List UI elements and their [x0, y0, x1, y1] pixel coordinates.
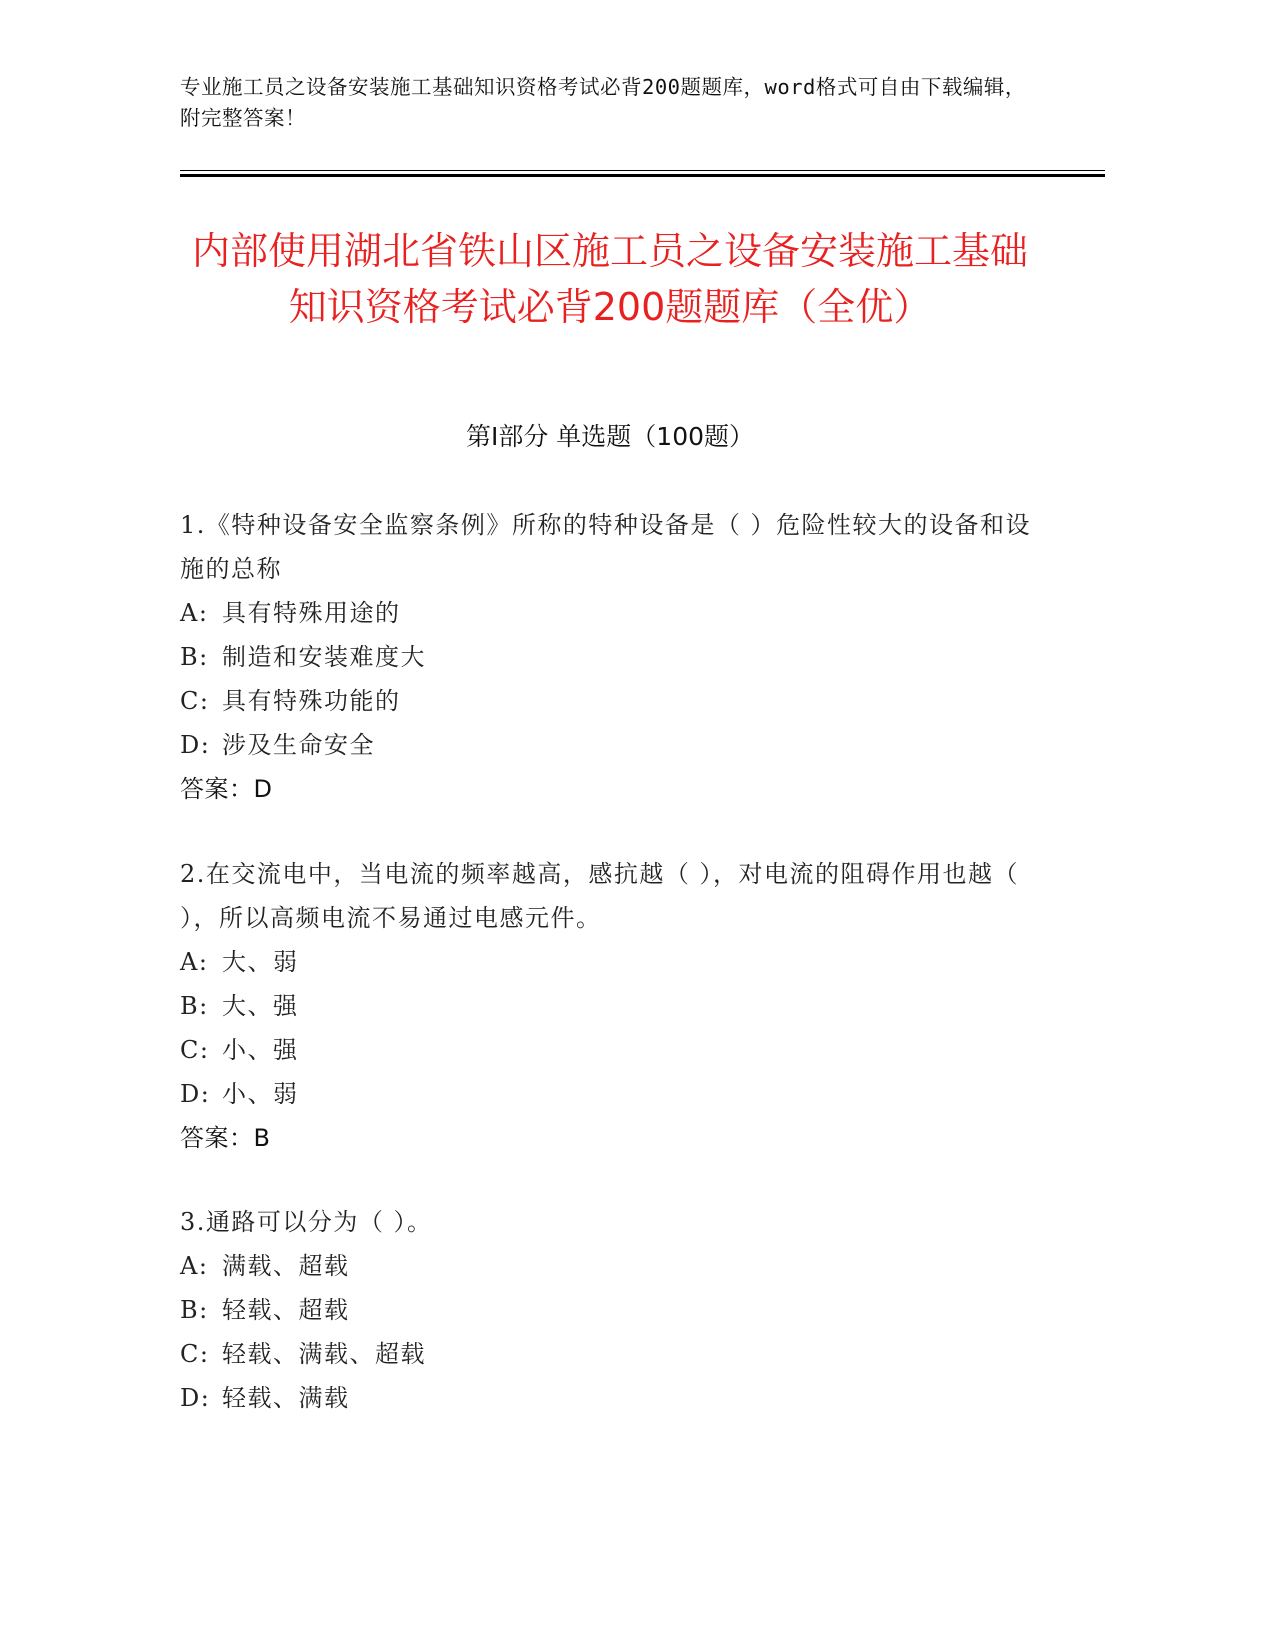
option-letter: C: [180, 1340, 210, 1368]
option-a [180, 1244, 1040, 1288]
option-c [180, 1332, 1040, 1376]
option-text: 轻载、满载、超载 [222, 1340, 426, 1368]
option-b [180, 635, 1040, 679]
option-b [180, 984, 1040, 1028]
option-text: 轻载、满载 [222, 1384, 350, 1412]
option-c [180, 679, 1040, 723]
answer: 答案：D [180, 775, 273, 803]
header-divider-thin [180, 170, 1105, 171]
option-text: 小、强 [222, 1036, 299, 1064]
option-text: 涉及生命安全 [222, 731, 375, 759]
option-letter: A: [180, 599, 209, 627]
option-text: 具有特殊功能的 [222, 687, 401, 715]
header-note: 专业施工员之设备安装施工基础知识资格考试必背200题题库，word格式可自由下载编辑，附完整答案！ [180, 75, 1026, 130]
option-a [180, 940, 1040, 984]
option-text: 小、弱 [222, 1080, 299, 1108]
option-c [180, 1028, 1040, 1072]
question-stem: 3.通路可以分为（ ）。 [180, 1208, 433, 1236]
answer: 答案：B [180, 1124, 271, 1152]
question-2 [180, 852, 1040, 1160]
question-1 [180, 503, 1040, 811]
option-text: 大、弱 [222, 948, 299, 976]
option-letter: D: [180, 1384, 211, 1412]
option-b [180, 1288, 1040, 1332]
option-d [180, 1072, 1040, 1116]
option-letter: C: [180, 1036, 210, 1064]
option-letter: D: [180, 731, 211, 759]
option-letter: D: [180, 1080, 211, 1108]
option-text: 满载、超载 [222, 1252, 350, 1280]
option-letter: B: [180, 992, 209, 1020]
header-divider-thick [180, 174, 1105, 177]
question-stem: 2.在交流电中，当电流的频率越高，感抗越（ ），对电流的阻碍作用也越（ ），所以高频电流不易通过电感元件。 [180, 860, 1020, 932]
option-letter: C: [180, 687, 210, 715]
option-a [180, 591, 1040, 635]
option-text: 制造和安装难度大 [222, 643, 426, 671]
option-text: 轻载、超载 [222, 1296, 350, 1324]
document-title: 内部使用湖北省铁山区施工员之设备安装施工基础知识资格考试必背200题题库（全优） [191, 229, 1028, 329]
option-letter: A: [180, 948, 209, 976]
option-letter: B: [180, 1296, 209, 1324]
question-stem: 1.《特种设备安全监察条例》所称的特种设备是（ ）危险性较大的设备和设施的总称 [180, 511, 1032, 583]
section-title: 第I部分 单选题（100题） [465, 422, 755, 451]
option-d [180, 1376, 1040, 1420]
option-letter: A: [180, 1252, 209, 1280]
question-3 [180, 1200, 1040, 1420]
option-text: 大、强 [222, 992, 299, 1020]
option-letter: B: [180, 643, 209, 671]
option-text: 具有特殊用途的 [222, 599, 401, 627]
option-d [180, 723, 1040, 767]
